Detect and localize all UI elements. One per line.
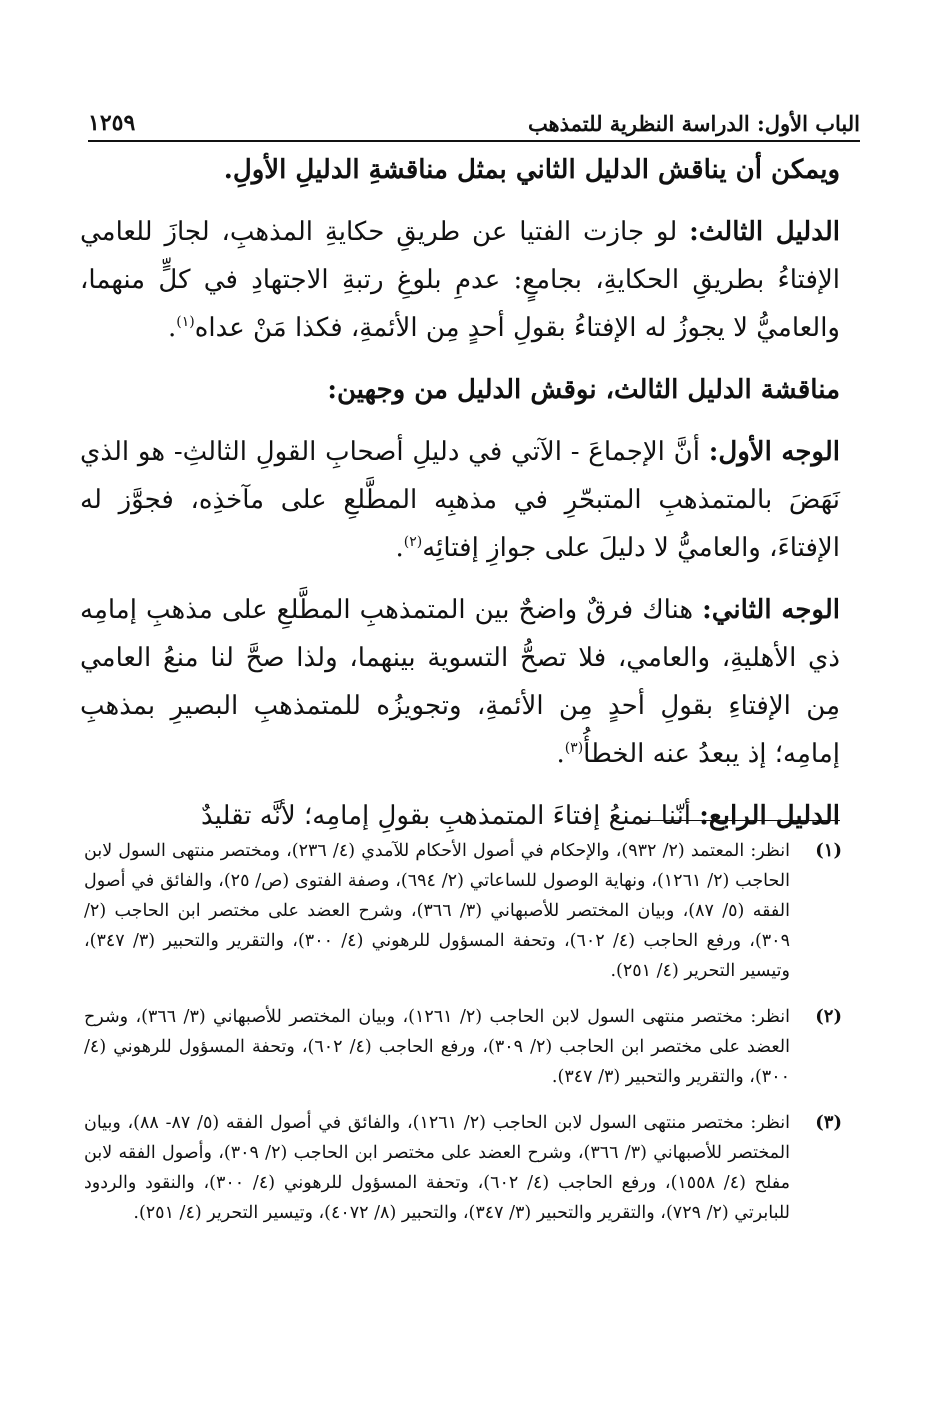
footnote-number: (١) (815, 840, 842, 861)
footnote (84, 1108, 842, 1228)
main-text (80, 146, 840, 854)
paragraph-2-text: لو جازت الفتيا عن طريقِ حكايةِ المذهبِ، لجازَ للعامي الإفتاءُ بطريقِ الحكايةِ، بجامعٍ: عدمِ بلوغِ رتبةِ الاجتهادِ في كلٍّ منهما، والعاميُّ لا يجوزُ له الإفتاءُ بقولِ أحدٍ مِن الأئمةِ، فكذا مَنْ عداه (80, 217, 840, 343)
page-header (88, 96, 860, 142)
paragraph-5-text: هناك فرقٌ واضحٌ بين المتمذهبِ المطَّلعِ على مذهبِ إمامِه ذي الأهليةِ، والعامي، فلا تصحُّ التسوية بينهما، ولذا صحَّ لنا منعُ العامي مِن الإفتاءِ بقولِ أحدٍ مِن الأئمةِ، وتجويزُه للمتمذهبِ البصيرِ بمذهبِ إمامِه؛ إذ يبعدُ عنه الخطأُ (80, 595, 840, 769)
running-title: الباب الأول: الدراسة النظرية للتمذهب (527, 111, 860, 136)
paragraph-3: مناقشة الدليل الثالث، نوقش الدليل من وجهين: (327, 375, 840, 405)
paragraph-2 (80, 208, 840, 352)
footnote-ref-2[interactable]: (٢) (403, 534, 423, 550)
footnote-number: (٣) (815, 1112, 842, 1133)
paragraph-6 (80, 792, 840, 840)
paragraph-6-label: الدليل الرابع: (699, 801, 840, 831)
paragraph-5 (80, 586, 840, 778)
paragraph-5-label: الوجه الثاني: (702, 595, 840, 625)
footnote-text: انظر: مختصر منتهى السول لابن الحاجب (٢/ ١٢٦١)، والفائق في أصول الفقه (٥/ ٨٧- ٨٨)، وبيان المختصر للأصبهاني (٣/ ٣٦٦)، وشرح العضد على مختصر ابن الحاجب (٢/ ٣٠٩)، وأصول الفقه لابن مفلح (٤/ ١٥٥٨)، ورفع الحاجب (٤/ ٦٠٢)، وتحفة المسؤول للرهوني (٤/ ٣٠٠)، والنقود والردود للبابرتي (٢/ ٧٢٩)، والتقرير والتحبير (٣/ ٣٤٧)، والتحبير (٨/ ٤٠٧٢)، وتيسير التحرير (٤/ ٢٥١). (84, 1113, 791, 1223)
footnote-ref-1[interactable]: (١) (176, 314, 195, 330)
paragraph-4 (80, 428, 840, 572)
footnote-text: انظر: المعتمد (٢/ ٩٣٢)، والإحكام في أصول الأحكام للآمدي (٤/ ٢٣٦)، ومختصر منتهى السول لابن الحاجب (٢/ ١٢٦١)، ونهاية الوصول للساعاتي (٢/ ٦٩٤)، وصفة الفتوى (ص/ ٢٥)، والفائق في أصول الفقه (٥/ ٨٧)، وبيان المختصر للأصبهاني (٣/ ٣٦٦)، وشرح العضد على مختصر ابن الحاجب (٢/ ٣٠٩)، ورفع الحاجب (٤/ ٦٠٢)، وتحفة المسؤول للرهوني (٤/ ٣٠٠)، والتقرير والتحبير (٣/ ٣٤٧)، وتيسير التحرير (٤/ ٢٥١). (84, 841, 790, 981)
footnote-number: (٢) (815, 1006, 842, 1027)
page-number: ١٢٥٩ (88, 110, 136, 136)
paragraph-4-text: أنَّ الإجماعَ - الآتي في دليلِ أصحابِ القولِ الثالثِ- هو الذي نَهَضَ بالمتمذهبِ المتبحّرِ في مذهبِه المطَّلعِ على مآخذِه، فجوَّز له الإفتاءَ، والعاميُّ لا دليلَ على جوازِ إفتائِه (80, 437, 840, 563)
footnote-text: انظر: مختصر منتهى السول لابن الحاجب (٢/ ١٢٦١)، وبيان المختصر للأصبهاني (٣/ ٣٦٦)، وشرح العضد على مختصر ابن الحاجب (٢/ ٣٠٩)، ورفع الحاجب (٤/ ٦٠٢)، وتحفة المسؤول للرهوني (٤/ ٣٠٠)، والتقرير والتحبير (٣/ ٣٤٧). (84, 1007, 790, 1087)
paragraph-5-end: . (556, 739, 565, 769)
paragraph-4-label: الوجه الأول: (708, 437, 840, 467)
footnote (84, 836, 842, 986)
paragraph-4-end: . (395, 533, 404, 563)
footnotes (84, 836, 842, 1244)
footnote (84, 1002, 842, 1092)
paragraph-6-text: أنّنا نمنعُ إفتاءَ المتمذهبِ بقولِ إمامِه؛ لأنَّه تقليدٌ (201, 801, 700, 831)
footnote-ref-3[interactable]: (٣) (564, 740, 584, 756)
paragraph-2-end: . (168, 313, 177, 343)
footnote-divider (640, 820, 840, 821)
paragraph-1: ويمكن أن يناقش الدليل الثاني بمثل مناقشةِ الدليلِ الأولِ. (223, 155, 840, 185)
paragraph-2-label: الدليل الثالث: (689, 217, 841, 247)
